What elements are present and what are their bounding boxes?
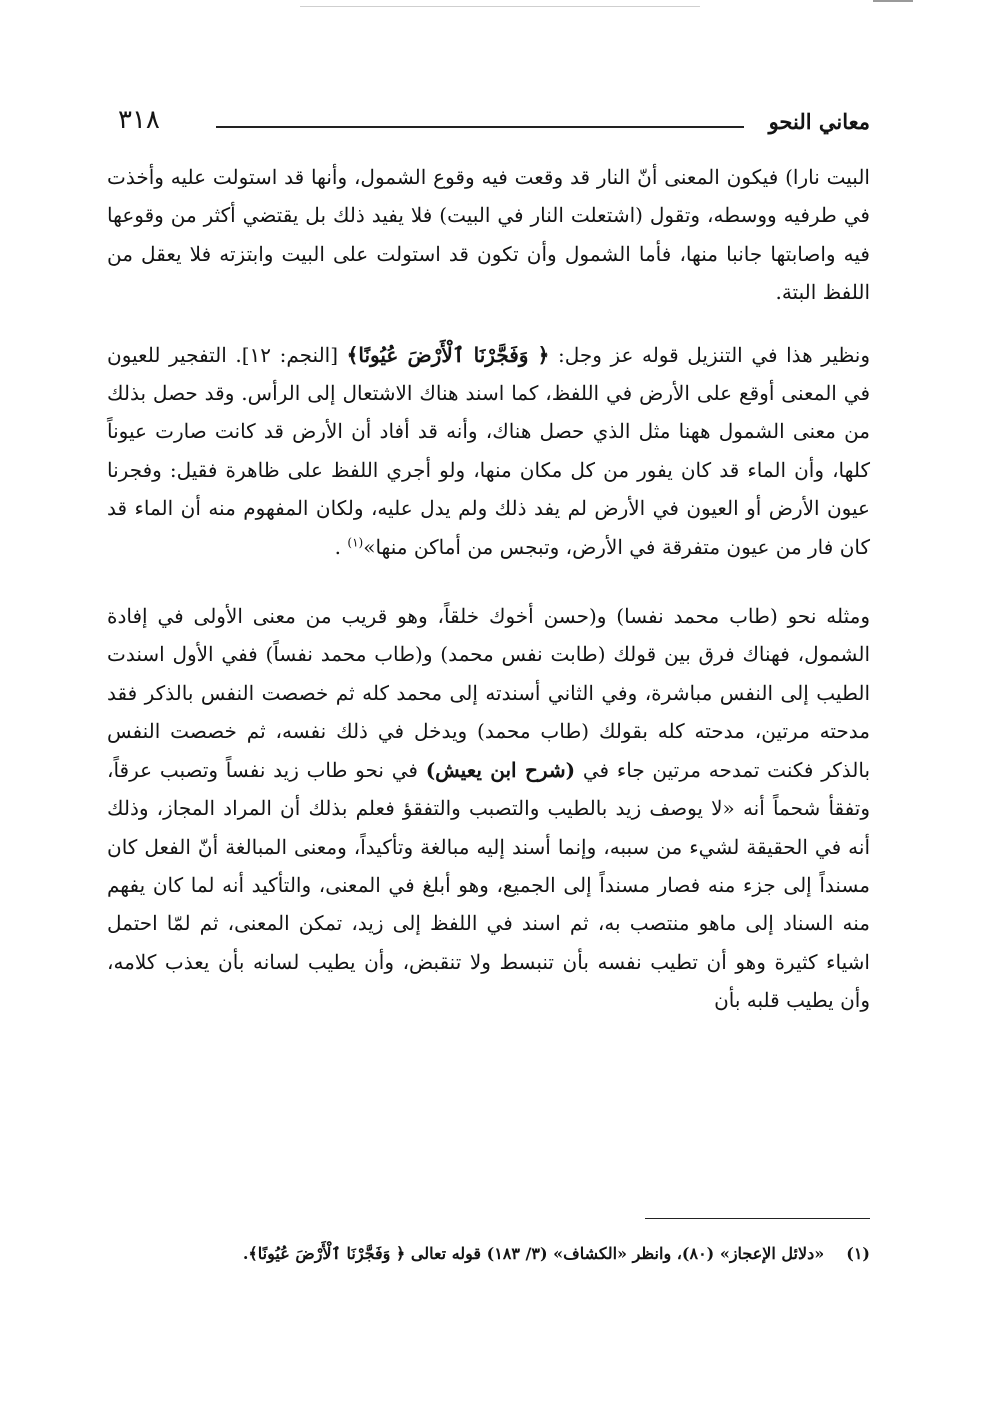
footnote-number: (١) — [846, 1244, 870, 1263]
main-text — [107, 158, 870, 1020]
paragraph-end: . — [334, 534, 348, 559]
running-title: معاني النحو — [768, 109, 870, 134]
footnote-separator — [645, 1218, 870, 1219]
paragraph-text: البيت نارا) فيكون المعنى أنّ النار قد وقعت فيه وقوع الشمول، وأنها قد استولت عليه وأخذت في طرفيه ووسطه، وتقول (اشتعلت النار في البيت) فلا يفيد ذلك بل يقتضي أكثر من وقوعها فيه واصابتها جانبا منها، فأما الشمول وأن تكون قد استولت على البيت وابتزته فلا يعقل من اللفظ البتة. — [107, 165, 870, 305]
bold-source-reference: (شرح ابن يعيش) — [425, 757, 576, 782]
paragraph-text: [النجم: ١٢]. التفجير للعيون في المعنى أوقع على الأرض في اللفظ، كما اسند هناك الاشتعال إلى الرأس. وقد حصل بذلك من معنى الشمول ههنا مثل الذي حصل هناك، وأنه قد أفاد أن الأرض قد كانت صارت عيوناً كلها، وأن الماء قد كان يفور من كل مكان منها، ولو أجري اللفظ على ظاهرة فقيل: وفجرنا عيون الأرض أو العيون في الأرض لم يفد ذلك ولم يدل عليه، ولكان المفهوم منه أن الماء قد كان فار من عيون متفرقة في الأرض، وتبجس من أماكن منها» — [107, 342, 870, 559]
scan-top-mark — [873, 0, 913, 2]
scan-top-rule — [300, 6, 700, 7]
paragraph-text: ونظير هذا في التنزيل قوله عز وجل: — [549, 342, 871, 367]
footnote-text: «دلائل الإعجاز» (٨٠)، وانظر «الكشاف» (٣/ ١٨٣) قوله تعالى ﴿ وَفَجَّرْنَا ٱلْأَرْضَ عُيُونًا﴾. — [242, 1244, 825, 1263]
page-header — [118, 100, 870, 148]
page-number: ٣١٨ — [118, 105, 160, 135]
footnote — [107, 1236, 870, 1272]
paragraph-text: ومثله نحو (طاب محمد نفسا) و(حسن أخوك خلقاً، وهو قريب من معنى الأولى في إفادة الشمول، فهناك فرق بين قولك (طابت نفس محمد) و(طاب محمد نفساً) ففي الأول اسندت الطيب إلى النفس مباشرة، وفي الثاني أسندته إلى محمد كله ثم خصصت النفس بالذكر فقد مدحته مرتين، مدحته كله بقولك (طاب محمد) ويدخل في ذلك نفسه، ثم خصصت النفس بالذكر فكنت تمدحه مرتين جاء في — [107, 604, 871, 782]
header-rule — [216, 126, 744, 128]
paragraph-text: في نحو طاب زيد نفساً وتصبب عرقاً، وتفقأ شحماً أنه «لا يوصف زيد بالطيب والتصبب والتفقؤ فعلم بذلك أن المراد المجاز، وذلك أنه في الحقيقة لشيء من سببه، وإنما أسند إليه مبالغة وتأكيداً، ومعنى المبالغة أنّ الفعل كان مسنداً إلى جزء منه فصار مسنداً إلى الجميع، وهو أبلغ في المعنى، والتأكيد أنه لما كان يفهم منه السناد إلى ماهو منتصب به، ثم اسند في اللفظ إلى زيد، تمكن المعنى، ثم لمّا احتمل اشياء كثيرة وهو أن تطيب نفسه بأن تنبسط ولا تنقبض، وأن يطيب لسانه بأن يعذب كلامه، وأن يطيب قلبه بأن — [107, 757, 871, 1013]
paragraph — [107, 336, 870, 566]
quran-quote: ﴿ وَفَجَّرْنَا ٱلْأَرْضَ عُيُونًا﴾ — [346, 342, 550, 367]
paragraph — [107, 597, 870, 1019]
paragraph — [107, 158, 870, 312]
footnote-reference: (١) — [347, 535, 364, 549]
